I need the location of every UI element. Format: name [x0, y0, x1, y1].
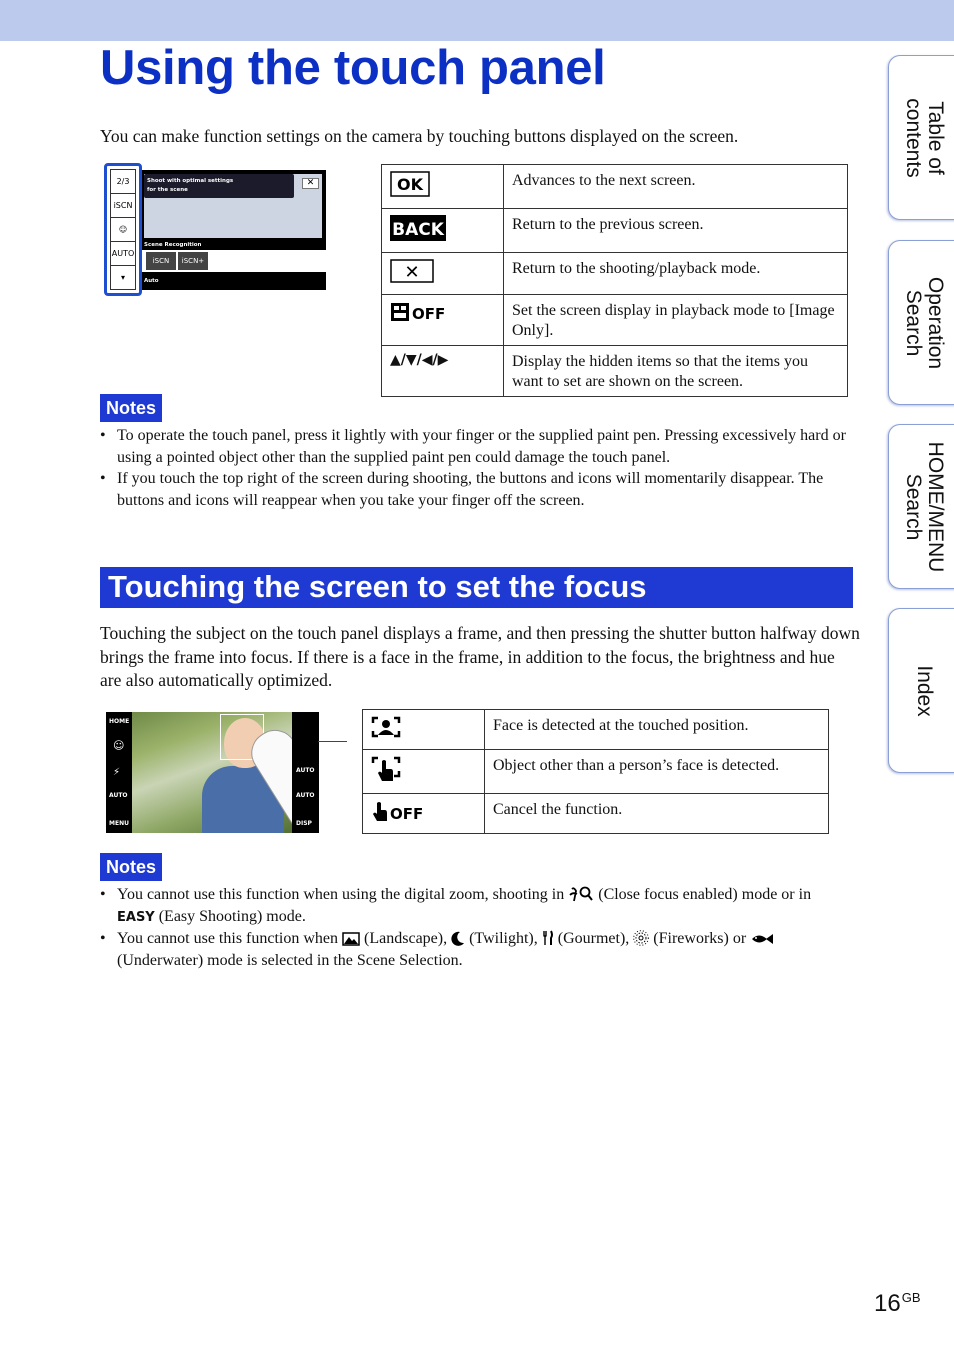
- tab-index[interactable]: Index: [888, 608, 954, 773]
- menu-description-line2: for the scene: [147, 187, 188, 193]
- close-button-icon: [390, 259, 434, 283]
- page-suffix: GB: [901, 1290, 921, 1305]
- touch-buttons-table: [381, 164, 848, 397]
- scene-chip-iscn-plus[interactable]: iSCN+: [178, 252, 208, 270]
- face-auto-icon[interactable]: AUTO: [111, 242, 135, 266]
- object-touch-focus-icon: [371, 756, 401, 782]
- flash-off-icon[interactable]: ⚡: [113, 767, 121, 778]
- back-icon-text: BACK: [392, 220, 444, 240]
- focus-intro-paragraph: Touching the subject on the touch panel displays a frame, and then pressing the shutter button halfway down brings the frame into focus. If there is a face in the frame, in addition to the focus, the brightness and hue are also automatically optimized.: [100, 623, 860, 690]
- camera-menu-screenshot: [104, 163, 326, 296]
- arrows-icon: ▲/▼/◀/▶: [382, 346, 504, 397]
- notes-list: [100, 425, 852, 511]
- table-row: [363, 794, 829, 834]
- back-description: Return to the previous screen.: [504, 209, 848, 253]
- display-off-icon: [390, 301, 444, 323]
- close-icon[interactable]: ✕: [302, 178, 319, 189]
- page-indicator[interactable]: 2/3: [111, 170, 135, 194]
- smile-icon[interactable]: ☺: [113, 739, 125, 752]
- notes-list-2: [100, 884, 852, 971]
- display-off-description: Set the screen display in playback mode to [Image Only].: [504, 295, 848, 346]
- callout-line: [318, 741, 347, 742]
- menu-side-column: [110, 169, 136, 290]
- flash-auto-button[interactable]: AUTO: [296, 767, 315, 774]
- scene-chip-iscn[interactable]: iSCN: [146, 252, 176, 270]
- gourmet-icon: [542, 930, 554, 946]
- smile-icon[interactable]: ☺: [111, 218, 135, 242]
- disp-button[interactable]: DISP: [296, 820, 312, 827]
- fireworks-icon: [633, 930, 649, 946]
- scene-icon[interactable]: iSCN: [111, 194, 135, 218]
- underwater-icon: [750, 932, 774, 946]
- table-row: [363, 750, 829, 794]
- easy-icon: EASY: [117, 909, 155, 925]
- table-row: [382, 165, 848, 209]
- white-balance-auto-button[interactable]: AUTO: [296, 792, 315, 799]
- touch-off-icon-text: OFF: [390, 805, 424, 822]
- intro-paragraph: You can make function settings on the camera by touching buttons displayed on the screen.: [100, 126, 739, 146]
- right-button-column: [292, 712, 319, 833]
- twilight-icon: [451, 931, 465, 946]
- table-row: [382, 209, 848, 253]
- landscape-icon: [342, 932, 360, 946]
- close-description: Return to the shooting/playback mode.: [504, 253, 848, 295]
- table-row: [382, 346, 848, 397]
- menu-panel: [144, 174, 322, 238]
- notes-label: Notes: [100, 394, 162, 422]
- notes-label-2: Notes: [100, 853, 162, 881]
- touch-focus-off-description: Cancel the function.: [485, 794, 829, 834]
- page-number: $16^{GB}$: [874, 1290, 921, 1317]
- ok-button-icon: [390, 171, 430, 197]
- auto-label: Auto: [144, 278, 159, 284]
- left-button-column: [106, 712, 132, 833]
- list-item: • To operate the touch panel, press it lightly with your finger or the supplied paint pen. Pressing excessively hard or using a pointed object other than the supplied paint pen could damage the touch panel.: [100, 425, 852, 468]
- back-button-icon: [390, 215, 446, 241]
- table-row: [382, 253, 848, 295]
- arrows-description: Display the hidden items so that the items you want to set are shown on the screen.: [504, 346, 848, 397]
- list-item: • If you touch the top right of the screen during shooting, the buttons and icons will momentarily disappear. The buttons and icons will reappear when you take your finger off the screen.: [100, 468, 852, 511]
- menu-description-line1: Shoot with optimal settings: [147, 178, 234, 184]
- tab-table-of-contents[interactable]: Table of contents: [888, 55, 954, 220]
- display-off-icon-text: OFF: [412, 305, 444, 323]
- table-row: [382, 295, 848, 346]
- close-icon-text: ✕: [404, 262, 420, 283]
- list-item: • You cannot use this function when (Landscape), (Twilight), (Gourmet), (Fireworks) or (Underwater) mode is selected in the Scene Selection.: [100, 928, 852, 971]
- touch-focus-screenshot: [106, 712, 319, 833]
- tab-operation-search[interactable]: Operation Search: [888, 240, 954, 405]
- ok-description: Advances to the next screen.: [504, 165, 848, 209]
- scene-options-row: [142, 250, 326, 272]
- menu-description-bar: [144, 174, 294, 198]
- top-header-bar: [0, 0, 954, 41]
- menu-button[interactable]: MENU: [109, 820, 129, 827]
- table-row: [363, 710, 829, 750]
- close-focus-icon: [568, 886, 594, 902]
- list-item: • You cannot use this function when using the digital zoom, shooting in (Close focus enabled) mode or in EASY (Easy Shooting) mode.: [100, 884, 852, 928]
- face-auto-button[interactable]: AUTO: [109, 792, 128, 799]
- menu-side-column-highlight: [104, 163, 142, 296]
- camera-screen: [142, 170, 326, 290]
- object-touch-focus-description: Object other than a person’s face is detected.: [485, 750, 829, 794]
- tab-home-menu-search[interactable]: HOME/MENU Search: [888, 424, 954, 589]
- home-button[interactable]: HOME: [109, 718, 130, 725]
- face-touch-focus-icon: [371, 716, 401, 738]
- touch-focus-table: [362, 709, 829, 834]
- face-touch-focus-description: Face is detected at the touched position.: [485, 710, 829, 750]
- touch-focus-off-icon: [371, 800, 429, 822]
- page-title: Using the touch panel: [100, 41, 606, 95]
- ok-icon-text: OK: [397, 175, 423, 194]
- section-heading: Touching the screen to set the focus: [100, 567, 853, 608]
- chevron-down-icon[interactable]: ▾: [120, 273, 125, 282]
- child-photo: [132, 712, 292, 833]
- scene-recognition-label: Scene Recognition: [144, 242, 202, 248]
